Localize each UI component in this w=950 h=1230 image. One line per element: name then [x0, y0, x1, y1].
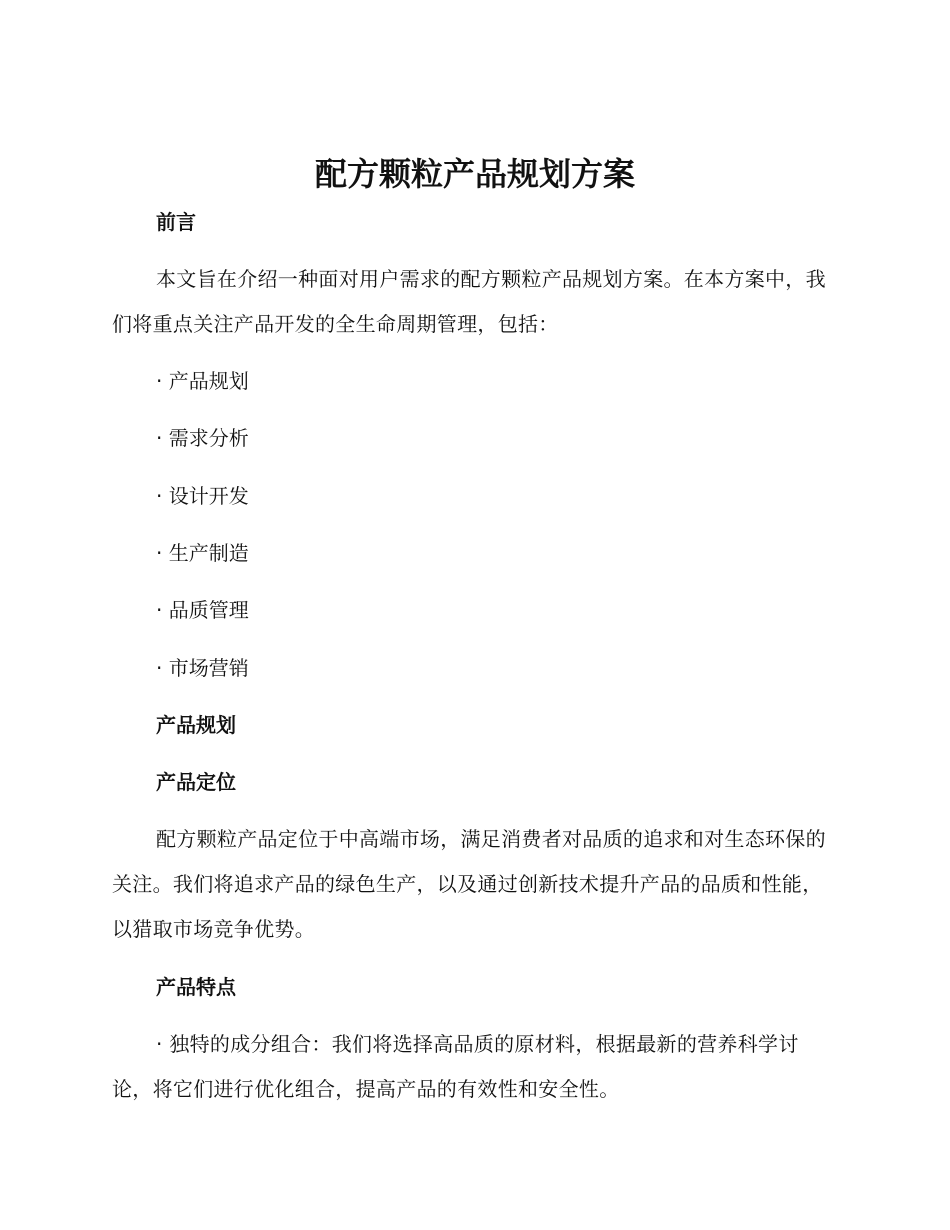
paragraph-features: · 独特的成分组合：我们将选择高品质的原材料，根据最新的营养科学讨论，将它们进行优化组合，提高产品的有效性和安全性。: [112, 1032, 799, 1101]
list-item: · 生产制造: [156, 541, 249, 565]
list-item: · 品质管理: [156, 598, 249, 622]
paragraph-preface: 本文旨在介绍一种面对用户需求的配方颗粒产品规划方案。在本方案中，我们将重点关注产品开发的全生命周期管理，包括：: [112, 267, 826, 336]
heading-product-features: 产品特点: [156, 975, 236, 999]
list-item: · 产品规划: [156, 369, 249, 393]
heading-product-positioning: 产品定位: [156, 770, 236, 794]
list-item: · 市场营销: [156, 656, 249, 680]
document-title: 配方颗粒产品规划方案: [314, 155, 635, 193]
heading-product-planning: 产品规划: [156, 713, 236, 737]
heading-preface: 前言: [156, 210, 196, 234]
list-item: · 需求分析: [156, 426, 249, 450]
list-item: · 设计开发: [156, 484, 249, 508]
paragraph-positioning: 配方颗粒产品定位于中高端市场，满足消费者对品质的追求和对生态环保的关注。我们将追求产品的绿色生产，以及通过创新技术提升产品的品质和性能，以猎取市场竞争优势。: [112, 827, 826, 941]
